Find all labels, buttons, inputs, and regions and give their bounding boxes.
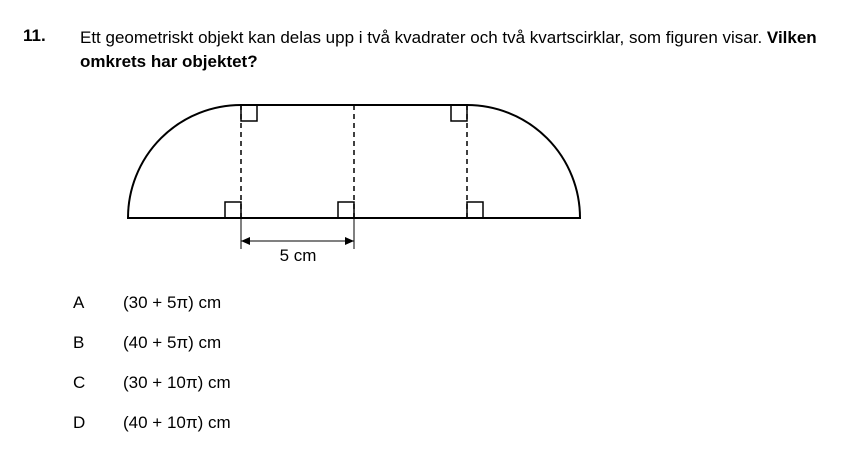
right-angle-marker — [451, 105, 467, 121]
question-emphasis: Vilken omkrets har objektet? — [80, 28, 817, 71]
question-number: 11. — [23, 26, 46, 45]
option-text: (40 + 10π) cm — [123, 413, 231, 432]
option-letter: D — [73, 413, 86, 432]
option-text: (30 + 10π) cm — [123, 373, 231, 392]
option-letter: C — [73, 373, 86, 392]
right-angle-marker — [467, 202, 483, 218]
dimension-label: 5 cm — [279, 246, 317, 265]
dimension-arrow-left — [241, 237, 250, 245]
question-body: Ett geometriskt objekt kan delas upp i två kvadrater och två kvartscirklar, som figuren visar. — [80, 28, 767, 47]
option-letter: B — [73, 333, 85, 352]
right-angle-marker — [338, 202, 354, 218]
option-text: (30 + 5π) cm — [123, 293, 222, 312]
option-text: (40 + 5π) cm — [123, 333, 222, 352]
option-letter: A — [73, 293, 85, 312]
right-angle-marker — [225, 202, 241, 218]
right-angle-marker — [241, 105, 257, 121]
dimension-arrow-right — [345, 237, 354, 245]
